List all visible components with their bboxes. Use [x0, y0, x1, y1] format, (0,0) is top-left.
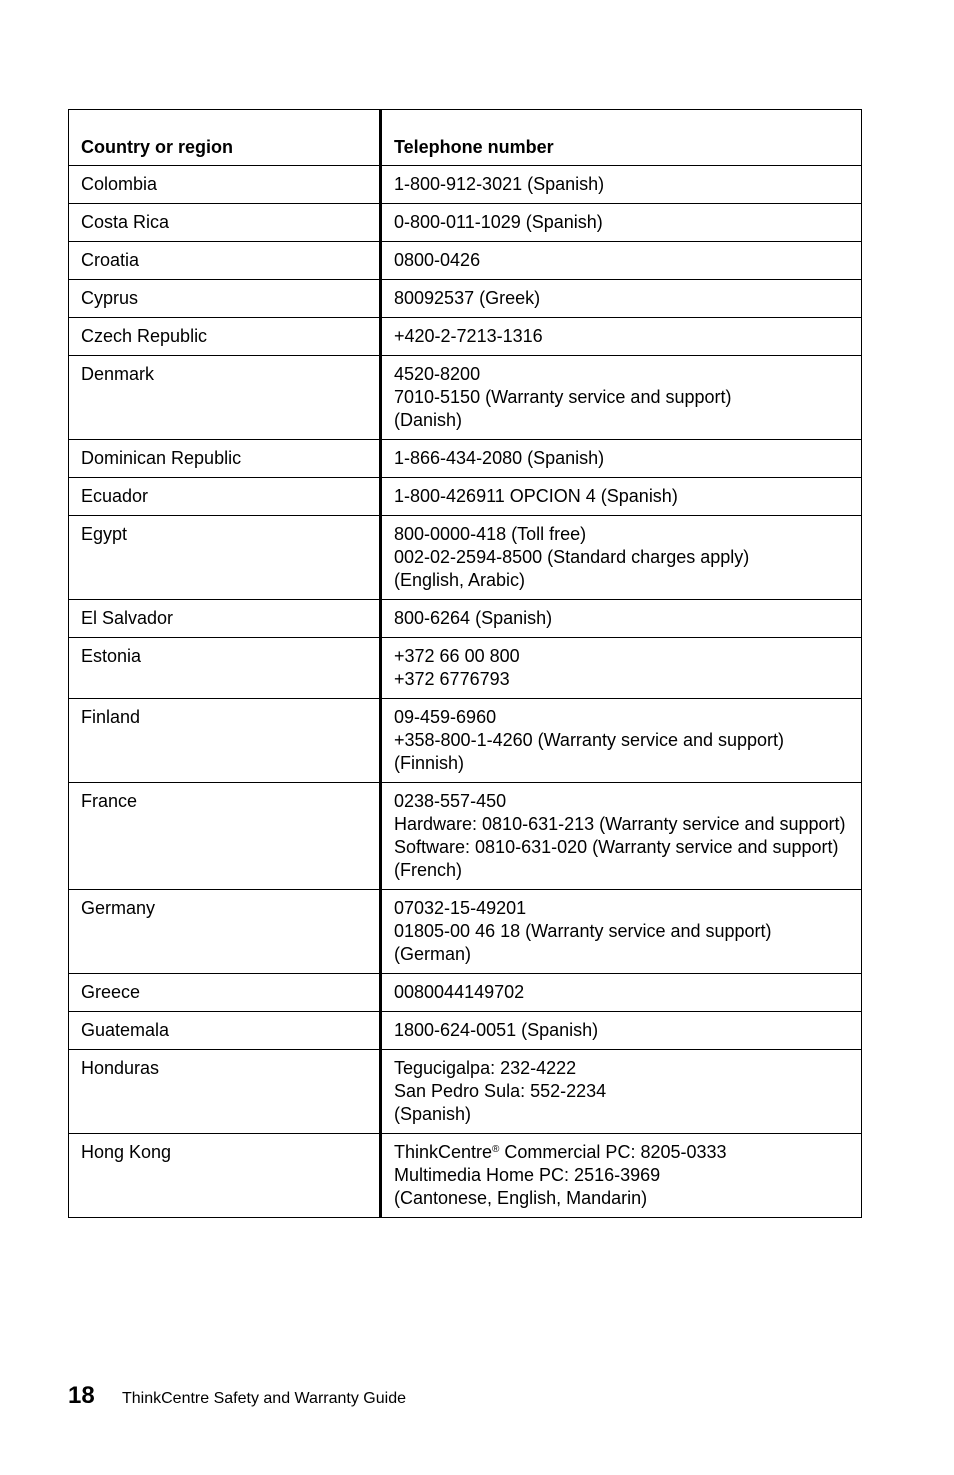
header-telephone: Telephone number	[381, 110, 862, 166]
telephone-cell	[381, 1050, 862, 1134]
telephone-cell	[381, 318, 862, 356]
page-footer	[68, 1382, 406, 1410]
telephone-line: 002-02-2594-8500 (Standard charges apply)	[394, 547, 750, 567]
telephone-line: 0080044149702	[394, 982, 525, 1002]
telephone-line: 09-459-6960	[394, 707, 497, 727]
telephone-line: +358-800-1-4260 (Warranty service and support)	[394, 730, 785, 750]
country-cell: Colombia	[69, 166, 381, 204]
registered-mark: ®	[492, 1144, 500, 1155]
telephone-line: Multimedia Home PC: 2516-3969	[394, 1165, 661, 1185]
table-row	[69, 478, 862, 516]
country-cell: Cyprus	[69, 280, 381, 318]
table-row	[69, 890, 862, 974]
country-cell: Costa Rica	[69, 204, 381, 242]
header-country: Country or region	[69, 110, 381, 166]
telephone-cell	[381, 440, 862, 478]
telephone-line: 1-800-426911 OPCION 4 (Spanish)	[394, 486, 678, 506]
telephone-cell	[381, 699, 862, 783]
country-cell: France	[69, 783, 381, 890]
telephone-line: Hardware: 0810-631-213 (Warranty service and support)	[394, 814, 846, 834]
page-number: 18	[68, 1382, 95, 1409]
telephone-line: 1-800-912-3021 (Spanish)	[394, 174, 605, 194]
brand-name: ThinkCentre	[394, 1142, 493, 1162]
telephone-cell	[381, 166, 862, 204]
telephone-line: (French)	[394, 860, 463, 880]
table-row	[69, 699, 862, 783]
telephone-line: Tegucigalpa: 232-4222	[394, 1058, 577, 1078]
telephone-cell	[381, 1012, 862, 1050]
table-row	[69, 1134, 862, 1218]
country-cell: Denmark	[69, 356, 381, 440]
table-row	[69, 783, 862, 890]
telephone-line: 01805-00 46 18 (Warranty service and support)	[394, 921, 772, 941]
country-cell: Czech Republic	[69, 318, 381, 356]
table-row	[69, 516, 862, 600]
country-cell: Germany	[69, 890, 381, 974]
table-row	[69, 638, 862, 699]
table-row	[69, 242, 862, 280]
table-row	[69, 318, 862, 356]
telephone-line: (English, Arabic)	[394, 570, 526, 590]
country-cell: Estonia	[69, 638, 381, 699]
telephone-cell	[381, 356, 862, 440]
table-row	[69, 280, 862, 318]
telephone-line: +372 66 00 800	[394, 646, 520, 666]
table-header-row	[69, 110, 862, 166]
telephone-cell	[381, 1134, 862, 1218]
table-row	[69, 1050, 862, 1134]
telephone-line: 1800-624-0051 (Spanish)	[394, 1020, 599, 1040]
table-row	[69, 440, 862, 478]
telephone-line: Software: 0810-631-020 (Warranty service and support)	[394, 837, 839, 857]
country-cell: Croatia	[69, 242, 381, 280]
telephone-line: 07032-15-49201	[394, 898, 527, 918]
telephone-cell	[381, 478, 862, 516]
telephone-cell	[381, 638, 862, 699]
telephone-line: 0-800-011-1029 (Spanish)	[394, 212, 603, 232]
telephone-line: San Pedro Sula: 552-2234	[394, 1081, 607, 1101]
table-row	[69, 974, 862, 1012]
table-row	[69, 356, 862, 440]
telephone-line-text: Commercial PC: 8205-0333	[499, 1142, 727, 1162]
telephone-line: (Danish)	[394, 410, 463, 430]
table-row	[69, 166, 862, 204]
telephone-line	[394, 1141, 851, 1164]
table-row	[69, 1012, 862, 1050]
telephone-cell	[381, 974, 862, 1012]
telephone-line: 0800-0426	[394, 250, 481, 270]
telephone-cell	[381, 516, 862, 600]
country-cell: Ecuador	[69, 478, 381, 516]
table-body	[69, 166, 862, 1218]
country-cell: Egypt	[69, 516, 381, 600]
country-cell: Greece	[69, 974, 381, 1012]
telephone-line: 80092537 (Greek)	[394, 288, 541, 308]
guide-title: ThinkCentre Safety and Warranty Guide	[122, 1390, 406, 1407]
telephone-cell	[381, 280, 862, 318]
table-row	[69, 204, 862, 242]
telephone-cell	[381, 204, 862, 242]
support-phone-table	[68, 109, 862, 1218]
table-row	[69, 600, 862, 638]
country-cell: Guatemala	[69, 1012, 381, 1050]
telephone-line: (Spanish)	[394, 1104, 472, 1124]
telephone-line: 1-866-434-2080 (Spanish)	[394, 448, 605, 468]
telephone-line: 800-0000-418 (Toll free)	[394, 524, 587, 544]
country-cell: El Salvador	[69, 600, 381, 638]
country-cell: Honduras	[69, 1050, 381, 1134]
telephone-line: 800-6264 (Spanish)	[394, 608, 553, 628]
telephone-line: (Finnish)	[394, 753, 465, 773]
telephone-cell	[381, 242, 862, 280]
telephone-cell	[381, 783, 862, 890]
telephone-line: (Cantonese, English, Mandarin)	[394, 1188, 648, 1208]
country-cell: Hong Kong	[69, 1134, 381, 1218]
telephone-line: (German)	[394, 944, 472, 964]
telephone-line: 7010-5150 (Warranty service and support)	[394, 387, 732, 407]
telephone-line: 4520-8200	[394, 364, 481, 384]
telephone-cell	[381, 890, 862, 974]
telephone-line: +420-2-7213-1316	[394, 326, 543, 346]
country-cell: Finland	[69, 699, 381, 783]
country-cell: Dominican Republic	[69, 440, 381, 478]
telephone-line: 0238-557-450	[394, 791, 507, 811]
telephone-cell	[381, 600, 862, 638]
telephone-line: +372 6776793	[394, 669, 510, 689]
